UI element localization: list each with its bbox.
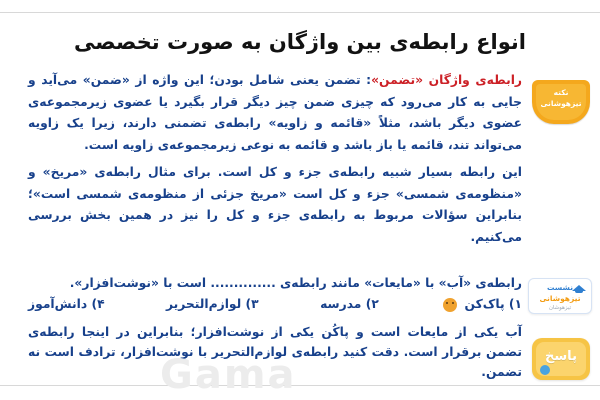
lesson-content: [28, 70, 522, 254]
bottom-divider: [0, 385, 600, 386]
answer-badge: [532, 338, 590, 380]
question-text: رابطه‌ی «آب» با «مایعات» مانند رابطه‌ی .............. است با «نوشت‌افزار».: [69, 276, 522, 290]
options-row: [28, 297, 522, 312]
paragraph-tazammon: [28, 70, 522, 156]
option-3-label: لوازم‌التحریر: [166, 297, 242, 312]
option-3-number: ۳): [245, 297, 259, 312]
option-2-number: ۲): [365, 297, 379, 312]
session-badge: [528, 278, 592, 314]
session-badge-line2: تیزهوشانی: [539, 294, 581, 303]
term-highlight: رابطه‌ی واژگان «تضمن»: [371, 73, 522, 87]
watermark: Gama: [160, 352, 297, 398]
session-badge-line3: تیزهوشان: [548, 305, 572, 311]
note-badge-line2: تیزهوشانی: [540, 99, 582, 108]
top-divider: [0, 12, 600, 13]
option-4[interactable]: [28, 297, 105, 311]
option-4-label: دانش‌آموز: [28, 297, 88, 312]
note-badge-line1: نکته: [553, 88, 569, 97]
option-1-label: پاک‌کن: [464, 297, 505, 311]
answer-explanation: آب یکی از مایعات است و پاکُن یکی از نوشت‌افزار؛ بنابراین در اینجا رابطه‌ی تضمن برقرار است. دقت کنید رابطه‌ی لوازم‌التحریر با نوشت‌افزار، ترادف است نه تضمن.: [28, 325, 522, 379]
option-2[interactable]: [320, 297, 379, 311]
smiley-icon: [443, 298, 457, 312]
answer-badge-dot-icon: [540, 365, 550, 375]
ribbon-shape: [532, 80, 590, 124]
session-badge-line1: نشست: [546, 283, 574, 292]
page-title: انواع رابطه‌ی بین واژگان به صورت تخصصی: [74, 30, 526, 54]
option-1[interactable]: [440, 297, 522, 312]
answer-badge-label: پاسخ: [545, 349, 577, 364]
note-badge: [528, 78, 594, 130]
paragraph-tazammon-text: : تضمن یعنی شامل بودن؛ این واژه از «ضمن» می‌آید و جایی به کار می‌رود که چیزی ضمن چیز دیگر قرار بگیرد یا عضوی زیرمجموعه‌ی عضوی دیگر باشد، مثلاً «قائمه و زاویه» رابطه‌ی تضمنی دارند، زیرا یک زاویه می‌تواند تند، قائمه یا باز باشد و قائمه به نوعی زیرمجموعه‌ی زاویه است.: [28, 73, 522, 152]
option-1-number: ۱): [508, 297, 522, 311]
option-2-label: مدرسه: [320, 297, 362, 312]
option-4-number: ۴): [91, 297, 105, 312]
option-3[interactable]: [166, 297, 259, 311]
paragraph-part-whole: این رابطه بسیار شبیه رابطه‌ی جزء و کل است. برای مثال رابطه‌ی «مریخ» و «منظومه‌ی شمسی» جزء و کل است «مریخ جزئی از منظومه‌ی شمسی است»؛ بنابراین سؤالات مربوط به رابطه‌ی جزء و کل را نیز در همین بخش بررسی می‌کنیم.: [28, 165, 522, 244]
